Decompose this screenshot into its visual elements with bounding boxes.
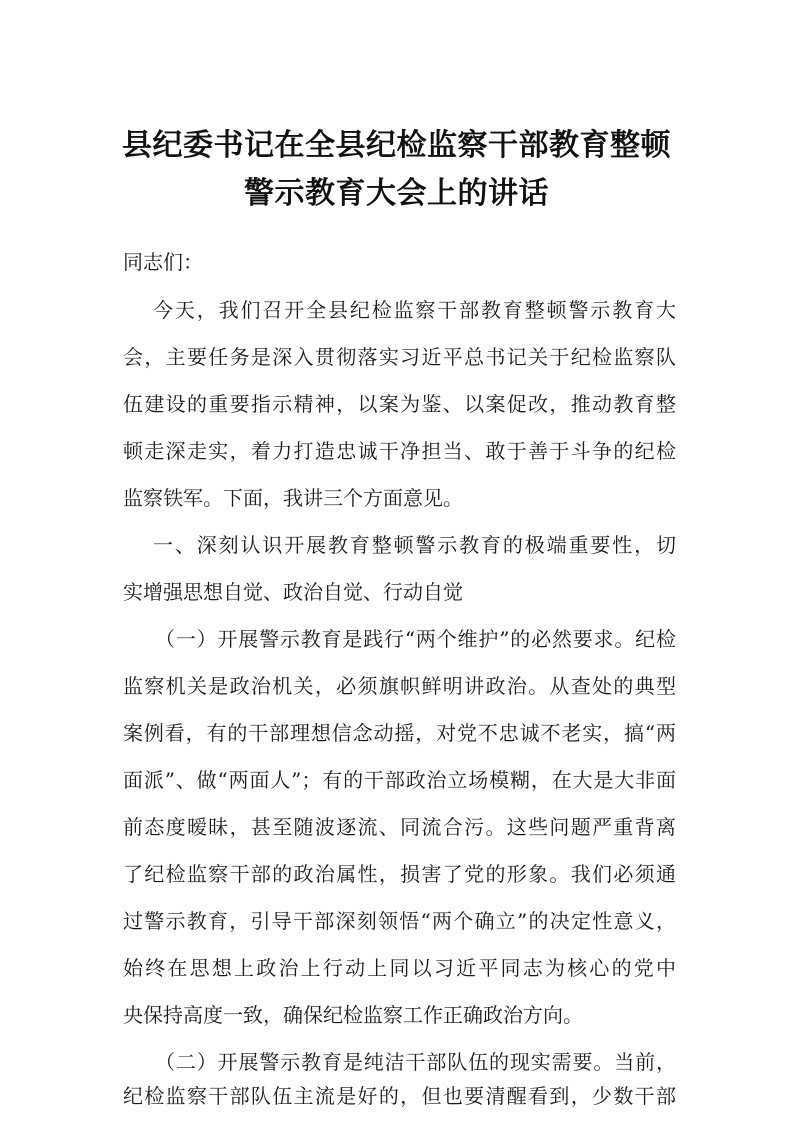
paragraph-line: 会，主要任务是深入贯彻落实习近平总书记关于纪检监察队 bbox=[123, 345, 676, 369]
salutation: 同志们： bbox=[123, 250, 203, 274]
paragraph-line: 面派”、做“两面人”；有的干部政治立场模糊，在大是大非面 bbox=[123, 768, 676, 792]
paragraph-line: 今天，我们召开全县纪检监察干部教育整顿警示教育大 bbox=[153, 298, 676, 322]
paragraph-line: 过警示教育，引导干部深刻领悟“两个确立”的决定性意义， bbox=[123, 909, 676, 933]
paragraph-line: 顿走深走实，着力打造忠诚干净担当、敢于善于斗争的纪检 bbox=[123, 439, 676, 463]
paragraph-line: 始终在思想上政治上行动上同以习近平同志为核心的党中 bbox=[123, 956, 676, 980]
paragraph-line: 央保持高度一致，确保纪检监察工作正确政治方向。 bbox=[123, 1003, 583, 1027]
paragraph-line: 监察机关是政治机关，必须旗帜鲜明讲政治。从查处的典型 bbox=[123, 674, 676, 698]
paragraph-line: 伍建设的重要指示精神，以案为鉴、以案促改，推动教育整 bbox=[123, 392, 676, 416]
section-heading-line: 一、深刻认识开展教育整顿警示教育的极端重要性，切 bbox=[153, 533, 676, 557]
document-title-line-1: 县纪委书记在全县纪检监察干部教育整顿 bbox=[122, 128, 671, 163]
paragraph-line: 纪检监察干部队伍主流是好的，但也要清醒看到，少数干部 bbox=[123, 1084, 676, 1108]
paragraph-line: 前态度暧昧，甚至随波逐流、同流合污。这些问题严重背离 bbox=[123, 815, 676, 839]
paragraph-line: 案例看，有的干部理想信念动摇，对党不忠诚不老实，搞“两 bbox=[123, 721, 676, 745]
paragraph-line: 了纪检监察干部的政治属性，损害了党的形象。我们必须通 bbox=[123, 862, 676, 886]
section-heading-line: 实增强思想自觉、政治自觉、行动自觉 bbox=[123, 580, 463, 604]
paragraph-line: 监察铁军。下面，我讲三个方面意见。 bbox=[123, 486, 463, 510]
paragraph-line: （二）开展警示教育是纯洁干部队伍的现实需要。当前， bbox=[155, 1050, 676, 1074]
document-title-line-2: 警示教育大会上的讲话 bbox=[244, 176, 549, 211]
paragraph-line: （一）开展警示教育是践行“两个维护”的必然要求。纪检 bbox=[155, 627, 676, 651]
